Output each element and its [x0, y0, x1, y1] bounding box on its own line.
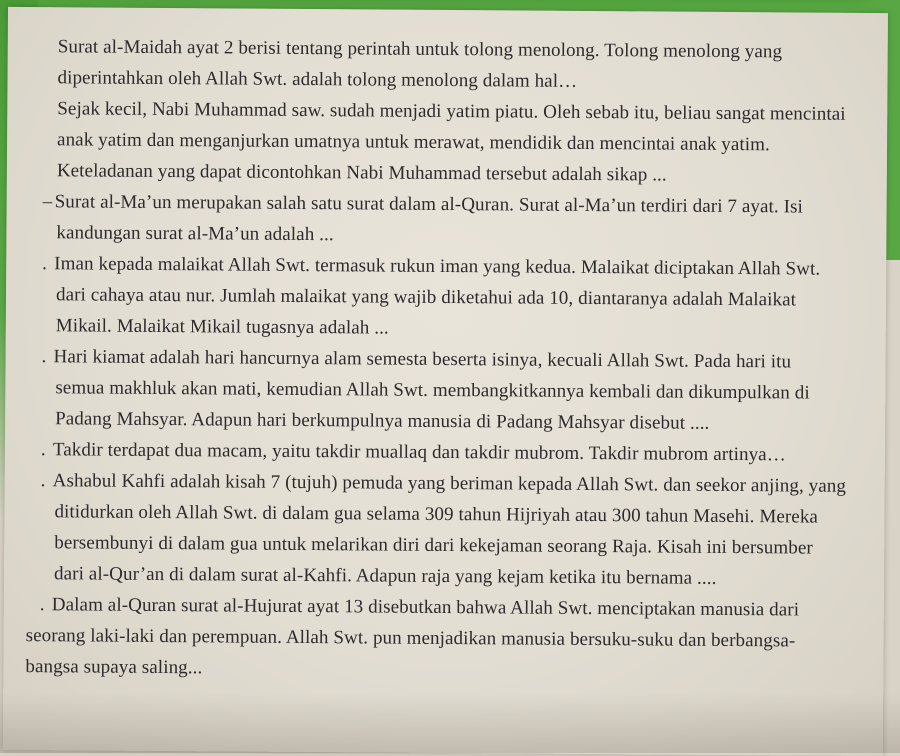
list-marker: .: [42, 253, 48, 275]
text-line: ditidurkan oleh Allah Swt. di dalam gua selama 309 tahun Hijriyah atau 300 tahun Masehi. Mereka: [54, 501, 819, 528]
text-line: dari al-Qur’an di dalam surat al-Kahfi. Adapun raja yang kejam ketika itu bernama ....: [53, 563, 717, 589]
text-line-content: Ashabul Kahfi adalah kisah 7 (tujuh) pemuda yang beriman kepada Allah Swt. dan seekor anjing, yang: [52, 470, 847, 497]
text-line-content: Dalam al-Quran surat al-Hujurat ayat 13 disebutkan bahwa Allah Swt. menciptakan manusia dari: [51, 594, 800, 621]
text-line-content: Takdir terdapat dua macam, yaitu takdir muallaq dan takdir mubrom. Takdir mubrom artinya…: [52, 439, 786, 466]
text-line-content: Iman kepada malaikat Allah Swt. termasuk rukun iman yang kedua. Malaikat diciptakan Allah Swt.: [54, 253, 821, 280]
paragraph-2: [29, 93, 860, 192]
list-marker: .: [40, 470, 46, 492]
text-line: Sejak kecil, Nabi Muhammad saw. sudah menjadi yatim piatu. Oleh sebab itu, beliau sangat mencintai: [57, 98, 846, 125]
paragraph-3: [28, 186, 858, 254]
list-marker: .: [40, 439, 46, 461]
paragraph-5: [27, 341, 858, 440]
text-line: anak yatim dan menganjurkan umatnya untuk merawat, mendidik dan mencintai anak yatim.: [57, 129, 771, 156]
paragraph-8: [25, 589, 856, 688]
text-line: Mikail. Malaikat Mikail tugasnya adalah ...: [55, 315, 389, 339]
list-marker: .: [39, 594, 45, 616]
list-marker: –: [42, 191, 53, 213]
text-line: diperintahkan oleh Allah Swt. adalah tolong menolong dalam hal…: [57, 67, 578, 92]
list-marker: .: [41, 346, 47, 368]
text-line: Padang Mahsyar. Adapun hari berkumpulnya manusia di Padang Mahsyar disebut ....: [55, 408, 710, 434]
text-line: Keteladanan yang dapat dicontohkan Nabi Muhammad tersebut adalah sikap ...: [56, 160, 667, 186]
text-line: semua makhluk akan mati, kemudian Allah Swt. membangkitkannya kembali dan dikumpulkan di: [55, 377, 810, 404]
text-line: seorang laki-laki dan perempuan. Allah Swt. pun menjadikan manusia bersuku-suku dan berbangsa-: [25, 625, 796, 652]
paragraph-1: [29, 31, 859, 99]
text-line-content: Surat al-Ma’un merupakan salah satu surat dalam al-Quran. Surat al-Ma’un terdiri dari 7 ayat. Isi: [54, 191, 804, 218]
text-line: bangsa supaya saling...: [25, 656, 203, 679]
text-line: kandungan surat al-Ma’un adalah ...: [56, 222, 334, 246]
text-line: Surat al-Maidah ayat 2 berisi tentang perintah untuk tolong menolong. Tolong menolong yang: [57, 36, 783, 63]
text-line: bersembunyi di dalam gua untuk melarikan diri dari kekejaman seorang Raja. Kisah ini bersumber: [54, 532, 813, 559]
photo-shadow: [0, 693, 900, 753]
paragraph-7: [26, 465, 857, 595]
text-line: dari cahaya atau nur. Jumlah malaikat yang wajib diketahui ada 10, diantaranya adalah Malaikat: [55, 284, 797, 311]
text-line-content: Hari kiamat adalah hari hancurnya alam semesta beserta isinya, kecuali Allah Swt. Pada hari itu: [53, 346, 792, 373]
paper-sheet: [3, 7, 888, 756]
question-text: [25, 31, 860, 688]
paragraph-4: [28, 248, 859, 347]
